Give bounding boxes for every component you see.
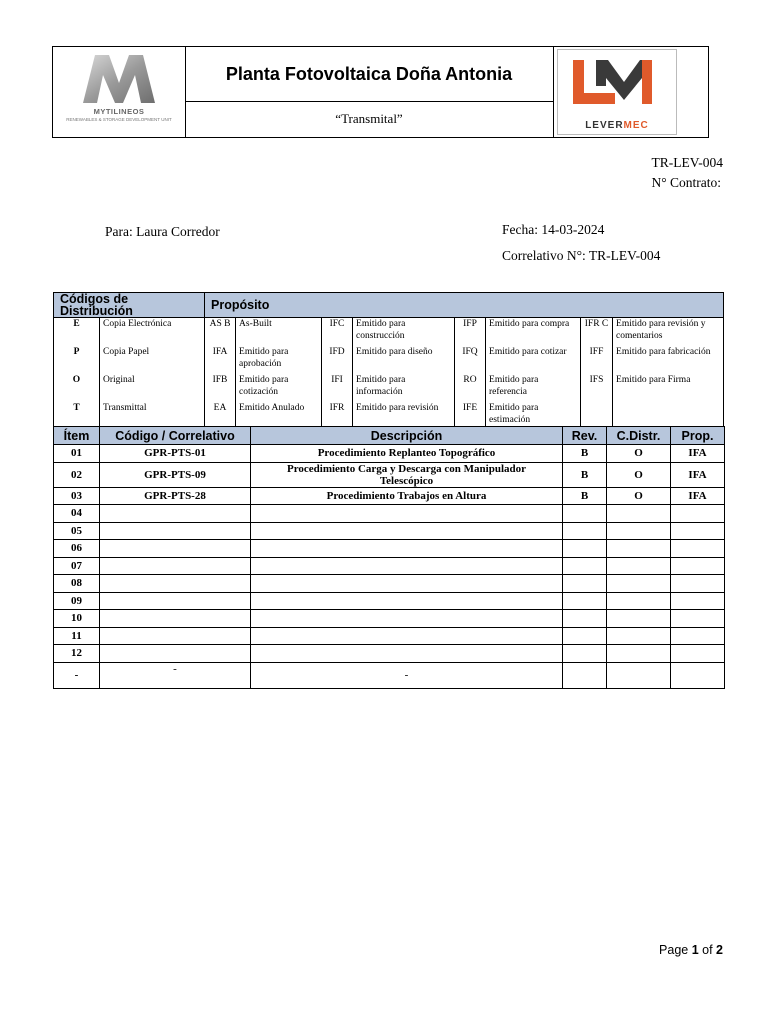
table-row — [54, 557, 725, 575]
col-header-prop: Prop. — [671, 427, 725, 445]
item-purpose — [671, 662, 725, 688]
item-number: 01 — [54, 445, 100, 463]
item-distribution — [607, 627, 671, 645]
page-current: 1 — [691, 943, 699, 957]
item-number: - — [54, 662, 100, 688]
item-distribution: O — [607, 462, 671, 487]
mytilineos-m-mark-icon — [61, 53, 177, 107]
purpose-label: Emitido para fabricación — [616, 347, 711, 357]
item-code — [100, 540, 251, 558]
dist-code: P — [73, 347, 80, 357]
item-rev — [563, 610, 607, 628]
distribution-legend-table — [53, 292, 724, 430]
purpose-code: IFA — [212, 347, 228, 357]
item-distribution: O — [607, 487, 671, 505]
purpose-code: AS B — [209, 319, 231, 329]
table-row — [54, 522, 725, 540]
table-row — [54, 505, 725, 523]
item-description — [251, 592, 563, 610]
dist-label: Copia Papel — [103, 347, 150, 357]
dist-label: Copia Electrónica — [103, 319, 172, 329]
page-prefix: Page — [659, 943, 692, 957]
item-rev: B — [563, 487, 607, 505]
item-distribution — [607, 540, 671, 558]
item-description — [251, 522, 563, 540]
item-number: 10 — [54, 610, 100, 628]
item-code: GPR-PTS-01 — [100, 445, 251, 463]
col-header-description: Descripción — [251, 427, 563, 445]
purpose-code: IFR C — [584, 319, 609, 329]
item-purpose — [671, 645, 725, 663]
item-number: 03 — [54, 487, 100, 505]
mytilineos-logo — [53, 47, 186, 137]
item-distribution — [607, 505, 671, 523]
item-code: - — [100, 662, 251, 688]
purpose-label: Emitido para cotización — [239, 375, 289, 397]
item-distribution — [607, 610, 671, 628]
item-number: 12 — [54, 645, 100, 663]
item-code — [100, 557, 251, 575]
table-row — [54, 592, 725, 610]
col-header-item: Ítem — [54, 427, 100, 445]
distribution-codes-header: Códigos de Distribución — [54, 293, 205, 318]
item-distribution — [607, 645, 671, 663]
item-number: 11 — [54, 627, 100, 645]
purpose-code: IFS — [589, 375, 604, 385]
item-description — [251, 627, 563, 645]
dist-label: Transmittal — [103, 403, 147, 413]
table-row — [54, 487, 725, 505]
purpose-label: Emitido para aprobación — [239, 347, 289, 369]
item-purpose — [671, 592, 725, 610]
item-number: 06 — [54, 540, 100, 558]
mytilineos-tagline: RENEWABLES & STORAGE DEVELOPMENT UNIT — [66, 117, 172, 122]
item-rev — [563, 592, 607, 610]
purpose-label: Emitido para compra — [489, 319, 570, 329]
item-purpose: IFA — [671, 445, 725, 463]
purpose-code: IFE — [462, 403, 478, 413]
item-rev — [563, 557, 607, 575]
item-description: Procedimiento Replanteo Topográfico — [251, 445, 563, 463]
item-distribution: O — [607, 445, 671, 463]
document-subtitle: “Transmital” — [185, 101, 554, 137]
item-code — [100, 592, 251, 610]
table-row — [54, 445, 725, 463]
recipient: Para: Laura Corredor — [105, 224, 220, 239]
item-code: GPR-PTS-28 — [100, 487, 251, 505]
item-description — [251, 575, 563, 593]
item-distribution — [607, 662, 671, 688]
item-description — [251, 505, 563, 523]
item-rev — [563, 522, 607, 540]
item-code — [100, 627, 251, 645]
item-code — [100, 610, 251, 628]
purpose-label: Emitido para revisión — [356, 403, 439, 413]
item-rev — [563, 575, 607, 593]
page-indicator — [659, 943, 723, 957]
dist-code: E — [73, 319, 80, 329]
col-header-rev: Rev. — [563, 427, 607, 445]
table-row — [54, 610, 725, 628]
table-row — [54, 462, 725, 487]
item-number: 05 — [54, 522, 100, 540]
mytilineos-brand: MYTILINEOS — [93, 107, 145, 116]
purpose-label: Emitido para información — [356, 375, 406, 397]
levermec-word-a: LEVER — [585, 120, 624, 131]
item-code — [100, 505, 251, 523]
table-row — [54, 575, 725, 593]
item-purpose: IFA — [671, 462, 725, 487]
item-purpose — [671, 627, 725, 645]
purpose-label: Emitido para Firma — [616, 375, 691, 385]
levermec-wordmark — [558, 120, 676, 131]
item-rev: B — [563, 462, 607, 487]
page-sep: of — [698, 943, 717, 957]
purpose-label: Emitido para estimación — [489, 403, 539, 425]
purpose-code: IFB — [212, 375, 228, 385]
item-code — [100, 522, 251, 540]
page-total: 2 — [716, 943, 723, 957]
item-number: 08 — [54, 575, 100, 593]
item-description — [251, 610, 563, 628]
dist-label: Original — [103, 375, 135, 385]
item-rev — [563, 627, 607, 645]
item-purpose — [671, 522, 725, 540]
purpose-label: Emitido para cotizar — [489, 347, 567, 357]
purpose-label: Emitido para construcción — [356, 319, 406, 341]
item-description — [251, 540, 563, 558]
purpose-code: IFF — [589, 347, 604, 357]
reference-block — [652, 153, 724, 193]
item-purpose: IFA — [671, 487, 725, 505]
item-purpose — [671, 540, 725, 558]
item-purpose — [671, 505, 725, 523]
purpose-code: IFD — [329, 347, 345, 357]
purpose-code: EA — [213, 403, 227, 413]
item-rev — [563, 645, 607, 663]
document-header — [52, 46, 709, 138]
item-number: 04 — [54, 505, 100, 523]
item-rev: B — [563, 445, 607, 463]
item-rev — [563, 540, 607, 558]
item-rev — [563, 505, 607, 523]
purpose-header: Propósito — [205, 293, 724, 318]
purpose-code: IFP — [463, 319, 477, 329]
item-number: 02 — [54, 462, 100, 487]
item-purpose — [671, 557, 725, 575]
contract-label: N° Contrato: — [651, 175, 722, 190]
purpose-code: IFI — [331, 375, 343, 385]
table-row — [54, 645, 725, 663]
dist-code: T — [73, 403, 80, 413]
item-description: - — [251, 662, 563, 688]
purpose-label: As-Built — [239, 319, 272, 329]
levermec-word-b: MEC — [623, 120, 649, 131]
table-row — [54, 662, 725, 688]
purpose-label: Emitido para referencia — [489, 375, 539, 397]
item-description: Procedimiento Trabajos en Altura — [251, 487, 563, 505]
items-table — [53, 426, 725, 689]
purpose-code: RO — [463, 375, 477, 385]
item-description: Procedimiento Carga y Descarga con Manipulador Telescópico — [251, 462, 563, 487]
levermec-lm-mark-icon — [558, 50, 676, 116]
item-number: 09 — [54, 592, 100, 610]
item-distribution — [607, 557, 671, 575]
date-field: Fecha: 14-03-2024 — [502, 222, 605, 237]
levermec-logo — [553, 47, 681, 137]
purpose-code: IFR — [329, 403, 345, 413]
purpose-label: Emitido para diseño — [356, 347, 433, 357]
item-code — [100, 575, 251, 593]
item-code — [100, 645, 251, 663]
reference-code: TR-LEV-004 — [651, 155, 723, 170]
item-distribution — [607, 522, 671, 540]
table-row — [54, 540, 725, 558]
item-code: GPR-PTS-09 — [100, 462, 251, 487]
item-description — [251, 557, 563, 575]
item-purpose — [671, 575, 725, 593]
item-purpose — [671, 610, 725, 628]
items-header-row — [54, 427, 725, 445]
purpose-code: IFC — [329, 319, 345, 329]
col-header-cdistr: C.Distr. — [607, 427, 671, 445]
correlative-field: Correlativo N°: TR-LEV-004 — [502, 248, 661, 263]
table-row — [54, 627, 725, 645]
item-number: 07 — [54, 557, 100, 575]
item-description — [251, 645, 563, 663]
document-title: Planta Fotovoltaica Doña Antonia — [185, 47, 554, 102]
purpose-label: Emitido Anulado — [239, 403, 305, 413]
purpose-label: Emitido para revisión y comentarios — [616, 319, 706, 341]
purpose-code: IFQ — [462, 347, 478, 357]
dist-code: O — [72, 375, 81, 385]
col-header-code: Código / Correlativo — [100, 427, 251, 445]
item-distribution — [607, 592, 671, 610]
item-distribution — [607, 575, 671, 593]
item-rev — [563, 662, 607, 688]
